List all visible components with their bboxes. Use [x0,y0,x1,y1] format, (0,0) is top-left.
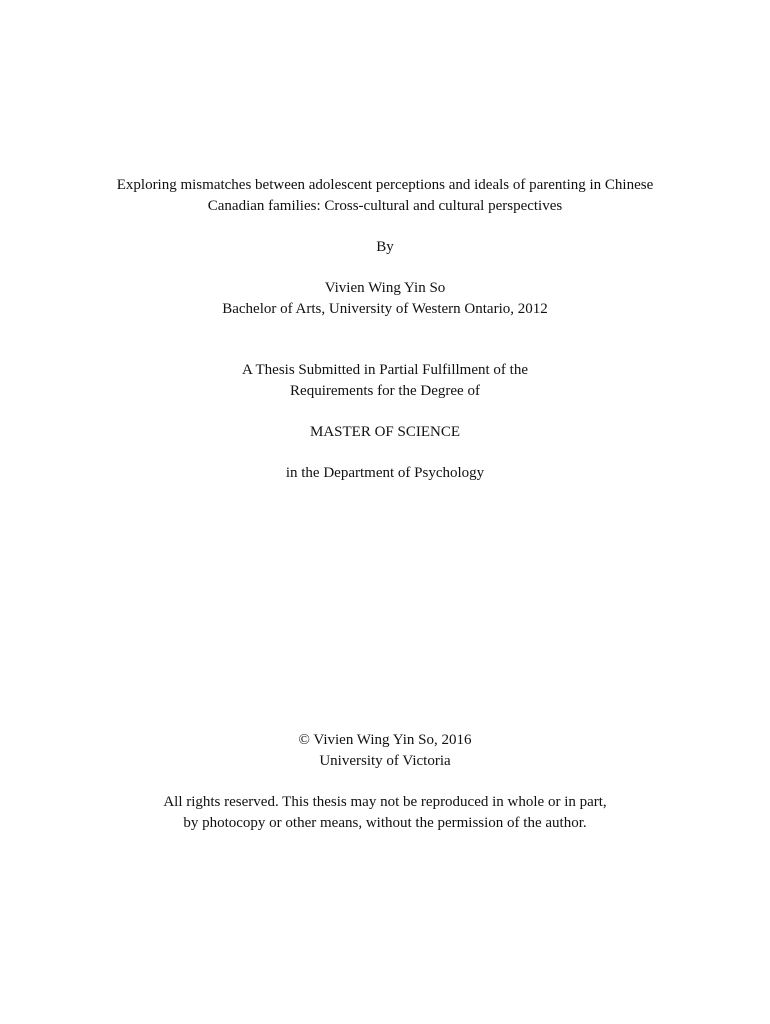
submission-statement-line-2: Requirements for the Degree of [290,383,480,399]
by-label: By [376,239,394,255]
degree-name: MASTER OF SCIENCE [309,424,461,440]
department: in the Department of Psychology [285,465,485,481]
institution-name: University of Victoria [319,753,451,769]
submission-statement-line-1: A Thesis Submitted in Partial Fulfillment of the [242,362,528,378]
rights-statement-line-1: All rights reserved. This thesis may not be reproduced in whole or in part, [163,794,607,810]
rights-statement-line-2: by photocopy or other means, without the permission of the author. [183,815,587,831]
copyright-line: © Vivien Wing Yin So, 2016 [298,732,472,748]
author-name: Vivien Wing Yin So [324,280,446,296]
previous-degree: Bachelor of Arts, University of Western Ontario, 2012 [222,301,548,317]
thesis-title-line-2: Canadian families: Cross-cultural and cultural perspectives [207,198,563,214]
thesis-title-line-1: Exploring mismatches between adolescent perceptions and ideals of parenting in Chinese [116,177,654,193]
